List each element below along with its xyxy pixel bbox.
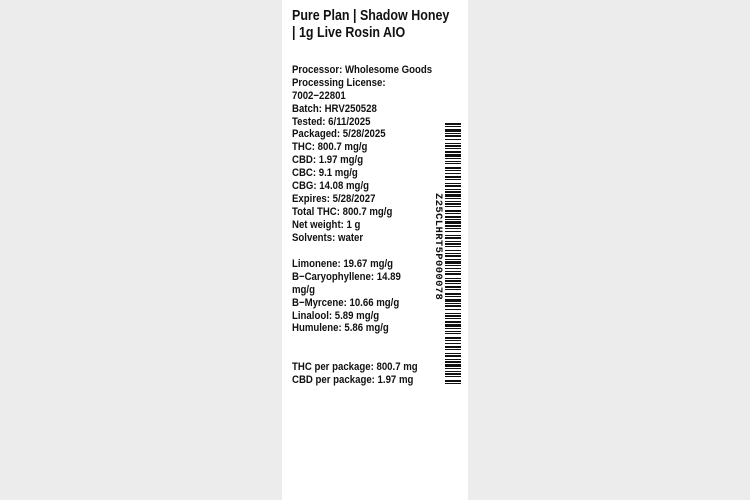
barcode-bar [445, 315, 461, 317]
expires-line: Expires: 5/28/2027 [292, 192, 376, 205]
barcode-bar [445, 324, 461, 327]
barcode-bar [445, 368, 461, 369]
barcode-bar [445, 194, 461, 197]
caryophyllene-unit-line: mg/g [292, 283, 315, 296]
barcode-bar [445, 318, 461, 319]
barcode-bar [445, 333, 461, 334]
barcode-bar [445, 167, 461, 169]
barcode-bar [445, 328, 461, 329]
barcode-bar [445, 337, 461, 339]
cbg-line: CBG: 14.08 mg/g [292, 180, 369, 193]
barcode-bar [445, 359, 461, 360]
myrcene-line: B−Myrcene: 10.66 mg/g [292, 296, 400, 309]
barcode-bar [445, 161, 461, 162]
barcode-bar [445, 268, 461, 269]
barcode-bar [445, 371, 461, 372]
barcode-bar [445, 376, 461, 377]
packaged-line: Packaged: 5/28/2025 [292, 128, 386, 141]
barcode-bar [445, 309, 461, 310]
batch-line: Batch: HRV250528 [292, 102, 377, 115]
barcode-bar [445, 283, 461, 284]
barcode-bar [445, 183, 461, 184]
barcode-bar [445, 271, 461, 272]
barcode-bar [445, 170, 461, 171]
barcode-graphic [445, 123, 461, 385]
barcode-bar [445, 173, 461, 174]
barcode-bar [445, 305, 461, 307]
barcode-bar [445, 353, 461, 354]
barcode-bar [445, 213, 461, 214]
per-package-block [292, 361, 421, 387]
cbd-line: CBD: 1.97 mg/g [292, 154, 364, 167]
processor-line: Processor: Wholesome Goods [292, 64, 433, 76]
barcode-bar [445, 255, 461, 257]
barcode-bar [445, 179, 461, 180]
barcode-bar [445, 163, 461, 164]
barcode-bar [445, 349, 461, 350]
barcode-bar [445, 265, 461, 266]
barcode-icon [445, 123, 461, 385]
thc-per-package-line: THC per package: 800.7 mg [292, 361, 418, 373]
barcode-bar [445, 383, 461, 384]
barcode-bar [445, 286, 461, 288]
thc-line: THC: 800.7 mg/g [292, 141, 368, 154]
humulene-line: Humulene: 5.86 mg/g [292, 322, 389, 335]
barcode-bar [445, 158, 461, 159]
barcode-bar [445, 250, 461, 251]
total-thc-line: Total THC: 800.7 mg/g [292, 205, 393, 218]
barcode-bar [445, 331, 461, 332]
barcode-bar [445, 201, 461, 202]
product-title-line-2: | 1g Live Rosin AIO [292, 25, 406, 41]
license-number-line: 7002−22801 [292, 89, 346, 102]
barcode-bar [445, 231, 461, 232]
barcode-bar [445, 210, 461, 212]
barcode-bar [445, 185, 461, 187]
barcode-bar [445, 253, 461, 254]
barcode-bar [445, 321, 461, 323]
barcode-bar [445, 289, 461, 290]
barcode-number [433, 123, 445, 385]
barcode-bar [445, 273, 461, 275]
barcode-bar [445, 243, 461, 245]
net-weight-line: Net weight: 1 g [292, 218, 361, 231]
barcode-bar [445, 361, 461, 363]
barcode-bar [445, 203, 461, 205]
barcode-bar [445, 189, 461, 190]
barcode-bar [445, 235, 461, 236]
solvents-line: Solvents: water [292, 231, 364, 244]
barcode-bar [445, 261, 461, 264]
barcode-bar [445, 346, 461, 348]
barcode-bar [445, 241, 461, 242]
barcode-bar [445, 216, 461, 218]
barcode-bar [445, 373, 461, 375]
barcode-bar [445, 237, 461, 239]
linalool-line: Linalool: 5.89 mg/g [292, 309, 380, 322]
barcode-bar [445, 278, 461, 279]
barcode-bar [445, 340, 461, 341]
product-title [292, 8, 450, 42]
product-label [282, 0, 468, 500]
barcode-bar [445, 145, 461, 147]
barcode-bar [445, 123, 461, 125]
barcode-bar [445, 364, 461, 367]
barcode-bar [445, 176, 461, 178]
license-label-line: Processing License: [292, 76, 386, 89]
barcode-bar [445, 133, 461, 134]
barcode-bar [445, 219, 461, 220]
barcode-bar [445, 191, 461, 193]
barcode-bar [445, 139, 461, 140]
barcode-bar [445, 135, 461, 137]
barcode-bar [445, 206, 461, 207]
barcode-bar [445, 246, 461, 247]
barcode-bar [445, 154, 461, 157]
barcode-bar [445, 221, 461, 224]
barcode-bar [445, 259, 461, 260]
barcode-bar [445, 143, 461, 144]
barcode-bar [445, 293, 461, 295]
barcode-bar [445, 280, 461, 282]
barcode-bar [445, 343, 461, 344]
limonene-line: Limonene: 19.67 mg/g [292, 258, 394, 270]
terpenes-block [292, 258, 421, 335]
barcode-bar [445, 313, 461, 314]
barcode-bar [445, 198, 461, 199]
barcode-number-text: Z25CLHRT5P000078 [432, 193, 444, 301]
tested-line: Tested: 6/11/2025 [292, 115, 371, 128]
barcode-bar [445, 296, 461, 297]
caryophyllene-line: B−Caryophyllene: 14.89 [292, 270, 401, 283]
barcode-bar [445, 299, 461, 302]
barcode-bar [445, 355, 461, 357]
barcode-bar [445, 151, 461, 153]
cbd-per-package-line: CBD per package: 1.97 mg [292, 373, 414, 386]
cbc-line: CBC: 9.1 mg/g [292, 167, 358, 180]
barcode-bar [445, 380, 461, 382]
barcode-bar [445, 148, 461, 149]
barcode-bar [445, 303, 461, 304]
product-title-line-1: Pure Plan | Shadow Honey [292, 8, 450, 24]
barcode-bar [445, 228, 461, 229]
barcode-bar [445, 225, 461, 227]
barcode-bar [445, 129, 461, 132]
barcode-bar [445, 126, 461, 127]
details-block [292, 64, 433, 244]
